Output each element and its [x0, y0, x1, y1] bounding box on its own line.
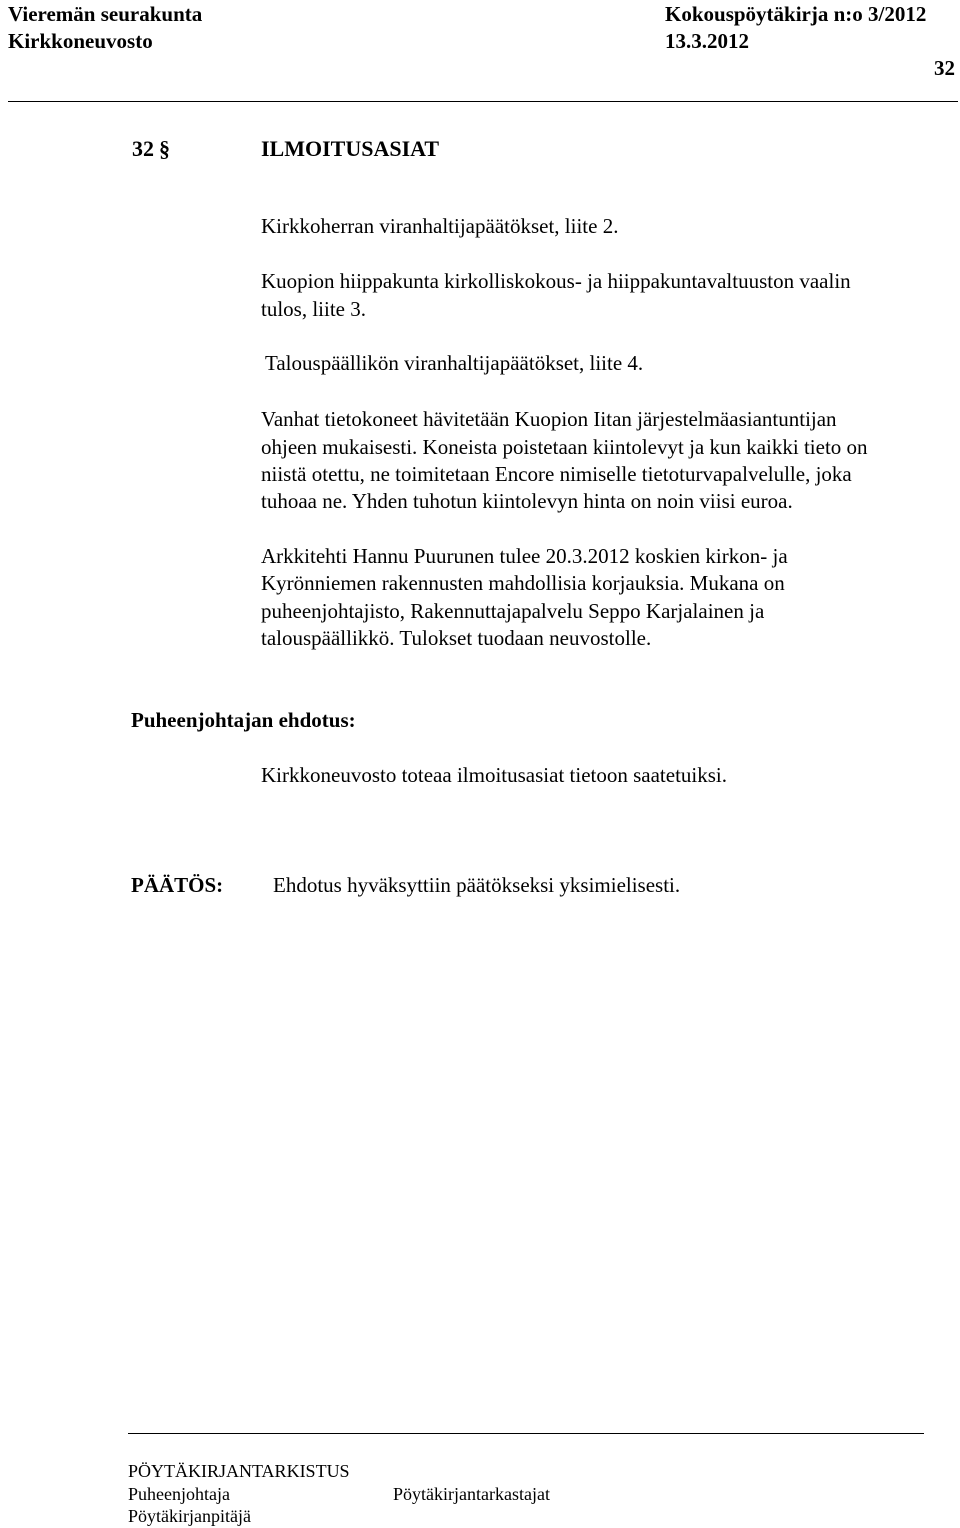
proposal-label: Puheenjohtajan ehdotus:: [131, 708, 356, 732]
item-line-9: Arkkitehti Hannu Puurunen tulee 20.3.2012 koskien kirkon- ja: [261, 544, 788, 568]
item-line-5: Vanhat tietokoneet hävitetään Kuopion Iitan järjestelmäasiantuntijan: [261, 407, 837, 431]
footer-divider: [128, 1433, 924, 1434]
footer-title: PÖYTÄKIRJANTARKISTUS: [128, 1461, 350, 1481]
item-line-7: niistä otettu, ne toimitetaan Encore nimiselle tietoturvapalvelulle, joka: [261, 462, 852, 486]
footer-secretary: Pöytäkirjanpitäjä: [128, 1506, 251, 1526]
item-line-3: tulos, liite 3.: [261, 297, 366, 321]
item-line-1: Kirkkoherran viranhaltijapäätökset, liite 2.: [261, 214, 619, 238]
item-line-6: ohjeen mukaisesti. Koneista poistetaan kiintolevyt ja kun kaikki tieto on: [261, 435, 868, 459]
decision-text: Ehdotus hyväksyttiin päätökseksi yksimielisesti.: [273, 873, 681, 897]
meeting-body: Kirkkoneuvosto: [8, 29, 153, 53]
organization-name: Vieremän seurakunta: [8, 2, 203, 26]
section-number: 32: [132, 136, 154, 161]
item-line-11: puheenjohtajisto, Rakennuttajapalvelu Seppo Karjalainen ja: [261, 599, 765, 623]
item-line-10: Kyrönniemen rakennusten mahdollisia korjauksia. Mukana on: [261, 571, 785, 595]
item-line-2: Kuopion hiippakunta kirkolliskokous- ja hiippakuntavaltuuston vaalin: [261, 269, 851, 293]
item-line-4: Talouspäällikön viranhaltijapäätökset, liite 4.: [265, 351, 644, 375]
meeting-date: 13.3.2012: [665, 29, 749, 53]
section-title: ILMOITUSASIAT: [261, 136, 440, 161]
page-number: 32: [934, 56, 955, 80]
item-line-12: talouspäällikkö. Tulokset tuodaan neuvostolle.: [261, 626, 652, 650]
proposal-text: Kirkkoneuvosto toteaa ilmoitusasiat tietoon saatetuiksi.: [261, 763, 727, 787]
decision-label: PÄÄTÖS:: [131, 873, 224, 897]
footer-chair: Puheenjohtaja: [128, 1484, 230, 1504]
footer-checkers: Pöytäkirjantarkastajat: [393, 1484, 550, 1504]
section-symbol: §: [159, 136, 170, 161]
document-title: Kokouspöytäkirja n:o 3/2012: [665, 2, 927, 26]
header-divider: [8, 101, 958, 102]
item-line-8: tuhoaa ne. Yhden tuhotun kiintolevyn hinta on noin viisi euroa.: [261, 489, 793, 513]
